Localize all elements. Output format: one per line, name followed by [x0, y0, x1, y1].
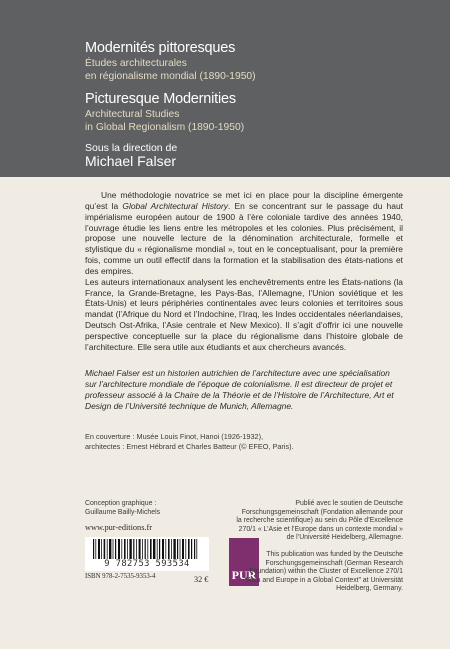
french-title: Modernités pittoresques — [85, 40, 236, 56]
design-credit — [85, 500, 205, 517]
book-description — [85, 190, 403, 353]
french-subtitle-line-1: Études architecturales — [85, 58, 187, 69]
description-intro-before: Une méthodologie novatrice se met ici en place pour la discipline émergente qu’est la — [85, 190, 403, 211]
cover-credit-line-1: En couverture : Musée Louis Finot, Hanoi (1926-1932), — [85, 432, 264, 441]
funding-notice-english: This publication was funded by the Deutsche Forschungsgemeinschaft (German Research Foundation) within the Cluster of Excellence 270/1 “Asia and Europe in a Global Context” at Universität Heidelberg, Germany. — [244, 550, 403, 593]
author-name: Michael Falser — [85, 153, 177, 169]
english-subtitle-line-1: Architectural Studies — [85, 109, 180, 120]
publisher-logo: PUR — [229, 538, 259, 586]
description-paragraph-1 — [85, 190, 403, 277]
header-band — [0, 0, 450, 177]
description-intro-after: . En se concentrant sur le passage du haut impérialisme européen autour de 1900 à l’ère coloniale tardive des années 1940, l’ouvrage étudie les liens entre les métropoles et les colonies. Plus précisément, il propose une nouvelle lecture de la dénomination architecturale, formelle et stylistique du « régionalisme mondial », tout en le conceptualisant, pour la première fois, comme un outil effectif dans la formation et la stabilisation des états-nations et des empires. — [85, 200, 403, 276]
french-subtitle — [85, 57, 256, 83]
author-bio: Michael Falser est un historien autrichien de l’architecture avec une spécialisation sur l’architecture mondiale de l’époque de colonialisme. Il est directeur de projet et professeur associé à la Chaire de la Théorie et de l’Histoire de l’Architecture, Art et Design de l’Université technique de Munich, Allemagne. — [85, 368, 394, 411]
publisher-website: www.pur-editions.fr — [85, 523, 153, 532]
english-subtitle-line-2: in Global Regionalism (1890-1950) — [85, 122, 245, 133]
description-paragraph-2: Les auteurs internationaux analysent les enchevêtrements entre les États-nations (la France, la Grande-Bretagne, les Pays-Bas, l’Allemagne, l’Union soviétique et les États-Unis) et leurs périphéries continentales avec leurs colonies et territoires sous mandat (l’Afrique du Nord et l’Indochine, l’Iraq, les Indes occidentales néerlandaises, Deutsch Ost-Afrika, l’Asie centrale et New Mexico). Il s’agit d’offrir ici une nouvelle perspective conceptuelle sur la place du régionalisme dans l’histoire globale de l’architecture. Elle sera utile aux étudiants et aux chercheurs avancés. — [85, 276, 403, 352]
english-title: Picturesque Modernities — [85, 91, 236, 107]
french-subtitle-line-2: en régionalisme mondial (1890-1950) — [85, 71, 256, 82]
cover-credit-line-2: architectes : Ernest Hébrard et Charles Batteur (© EFEO, Paris). — [85, 441, 294, 451]
english-subtitle — [85, 108, 244, 134]
design-credit-name: Guillaume Bailly-Michels — [85, 508, 161, 516]
design-credit-label: Conception graphique : — [85, 500, 157, 507]
direction-label: Sous la direction de — [85, 142, 178, 154]
price: 32 € — [194, 575, 209, 584]
funding-notice — [236, 500, 403, 594]
barcode-number: 9 782753 593534 — [85, 559, 209, 571]
isbn: ISBN 978-2-7535-9353-4 — [85, 573, 156, 580]
funding-notice-french: Publié avec le soutien de Deutsche Forschungsgemeinschaft (Fondation allemande pour la recherche scientifique) au sein du Pôle d’Excellence 270/1 « L’Asie et l’Europe dans un contexte mondial » de l’Université Heidelberg, Allemagne. — [236, 500, 403, 542]
description-intro-italic: Global Architectural History — [122, 200, 228, 211]
cover-credit — [85, 432, 403, 451]
